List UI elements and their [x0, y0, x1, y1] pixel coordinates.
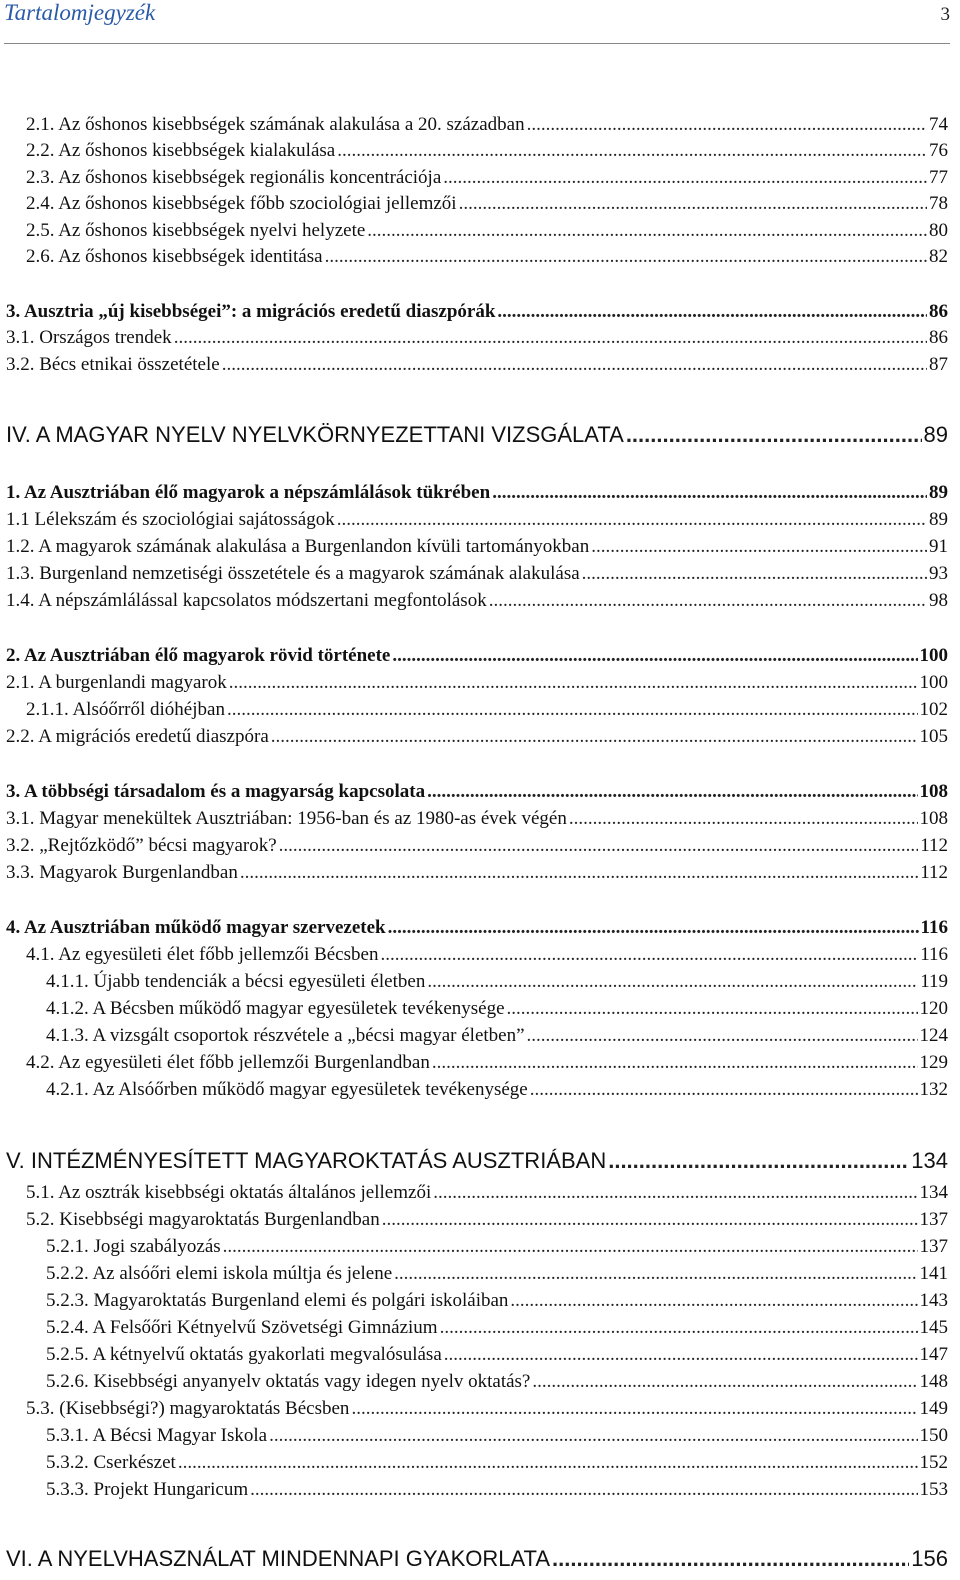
toc-entry-label: 2.6. Az őshonos kisebbségek identitása — [26, 246, 323, 267]
toc-entry[interactable] — [0, 913, 960, 939]
toc-entry[interactable] — [0, 831, 960, 857]
toc-leader-dots — [394, 1263, 917, 1285]
toc-leader-dots — [279, 835, 919, 857]
toc-entry-page: 150 — [919, 1425, 948, 1446]
toc-entry-page: 93 — [929, 563, 948, 584]
toc-entry-label: 3. A többségi társadalom és a magyarság kapcsolata — [6, 781, 426, 802]
toc-entry-page: 98 — [929, 590, 948, 611]
toc-entry-label: 5.2.5. A kétnyelvű oktatás gyakorlati megvalósulása — [46, 1344, 442, 1365]
toc-entry[interactable] — [0, 559, 960, 585]
toc-entry-page: 124 — [919, 1025, 948, 1046]
toc-entry-label: 2. Az Ausztriában élő magyarok rövid története — [6, 645, 391, 666]
toc-entry-label: 5.3.3. Projekt Hungaricum — [46, 1479, 249, 1500]
toc-leader-dots — [380, 944, 918, 966]
toc-entry-label: 2.1.1. Alsóőrről dióhéjban — [26, 699, 225, 720]
toc-entry-page: 149 — [919, 1398, 948, 1419]
toc-entry-page: 147 — [919, 1344, 948, 1365]
toc-entry-label: 5.2. Kisebbségi magyaroktatás Burgenlandban — [26, 1209, 380, 1230]
toc-entry[interactable] — [0, 858, 960, 884]
toc-entry-label: VI. A NYELVHASZNÁLAT MINDENNAPI GYAKORLATA — [6, 1546, 551, 1571]
toc-entry[interactable] — [0, 189, 960, 215]
toc-leader-dots — [530, 1079, 918, 1101]
toc-entry-page: 82 — [929, 246, 948, 267]
toc-entry-page: 100 — [919, 672, 948, 693]
toc-entry-page: 105 — [919, 726, 948, 747]
toc-leader-dots — [227, 699, 918, 721]
toc-entry[interactable] — [0, 1394, 960, 1420]
toc-entry[interactable] — [0, 1286, 960, 1312]
toc-entry-page: 134 — [911, 1148, 948, 1173]
toc-entry-label: 5.2.1. Jogi szabályozás — [46, 1236, 221, 1257]
page-header-title: Tartalomjegyzék — [4, 0, 156, 25]
toc-entry-page: 74 — [929, 114, 948, 135]
toc-entry-page: 86 — [929, 301, 948, 322]
toc-leader-dots — [325, 246, 927, 268]
toc-entry-page: 77 — [929, 167, 948, 188]
toc-leader-dots — [582, 563, 927, 585]
toc-entry[interactable] — [0, 1313, 960, 1339]
toc-entry[interactable] — [0, 505, 960, 531]
toc-entry-label: 4.1.1. Újabb tendenciák a bécsi egyesületi életben — [46, 971, 426, 992]
toc-leader-dots — [532, 1371, 917, 1393]
toc-entry-page: 134 — [919, 1182, 948, 1203]
toc-entry-page: 129 — [919, 1052, 948, 1073]
toc-leader-dots — [489, 590, 927, 612]
toc-entry[interactable] — [0, 323, 960, 349]
toc-chapter-entry[interactable] — [0, 1544, 960, 1570]
toc-entry-page: 100 — [919, 645, 948, 666]
toc-leader-dots — [459, 193, 927, 215]
toc-leader-dots — [443, 167, 927, 189]
page-number: 3 — [940, 4, 950, 25]
toc-entry-page: 89 — [923, 422, 948, 447]
toc-entry-page: 87 — [929, 354, 948, 375]
toc-entry[interactable] — [0, 940, 960, 966]
toc-entry[interactable] — [0, 994, 960, 1020]
toc-entry-label: 4. Az Ausztriában működő magyar szervezetek — [6, 917, 386, 938]
toc-entry-label: 5.2.6. Kisebbségi anyanyelv oktatás vagy idegen nyelv oktatás? — [46, 1371, 531, 1392]
toc-entry[interactable] — [0, 641, 960, 667]
toc-entry[interactable] — [0, 1259, 960, 1285]
toc-leader-dots — [569, 808, 918, 830]
toc-entry[interactable] — [0, 586, 960, 612]
toc-entry-page: 112 — [920, 862, 948, 883]
toc-leader-dots — [432, 1052, 918, 1074]
toc-leader-dots — [388, 917, 919, 939]
toc-leader-dots — [223, 1236, 918, 1258]
toc-entry-page: 120 — [919, 998, 948, 1019]
toc-entry-label: 3.2. Bécs etnikai összetétele — [6, 354, 220, 375]
toc-entry-label: 5.2.3. Magyaroktatás Burgenland elemi és polgári iskoláiban — [46, 1290, 509, 1311]
toc-leader-dots — [507, 998, 918, 1020]
header-divider — [4, 43, 950, 44]
toc-entry-label: 2.1. Az őshonos kisebbségek számának alakulása a 20. században — [26, 114, 525, 135]
toc-entry-label: 2.4. Az őshonos kisebbségek főbb szociológiai jellemzői — [26, 193, 457, 214]
toc-leader-dots — [510, 1290, 917, 1312]
toc-leader-dots — [552, 1548, 909, 1570]
toc-leader-dots — [337, 140, 927, 162]
toc-leader-dots — [178, 1452, 918, 1474]
toc-chapter-entry[interactable] — [0, 420, 960, 446]
toc-entry-label: 4.2. Az egyesületi élet főbb jellemzői Burgenlandban — [26, 1052, 430, 1073]
toc-entry[interactable] — [0, 136, 960, 162]
toc-entry-page: 89 — [929, 509, 948, 530]
toc-entry-label: 3.1. Magyar menekültek Ausztriában: 1956-ban és az 1980-as évek végén — [6, 808, 567, 829]
toc-entry-page: 108 — [919, 781, 948, 802]
toc-entry[interactable] — [0, 532, 960, 558]
toc-entry[interactable] — [0, 163, 960, 189]
toc-entry-page: 137 — [919, 1209, 948, 1230]
toc-entry-page: 152 — [919, 1452, 948, 1473]
toc-chapter-entry[interactable] — [0, 1146, 960, 1172]
toc-leader-dots — [271, 726, 918, 748]
toc-entry-page: 116 — [920, 944, 948, 965]
toc-leader-dots — [382, 1209, 918, 1231]
toc-entry-label: 3.2. „Rejtőzködő” bécsi magyarok? — [6, 835, 277, 856]
page-header — [4, 0, 950, 34]
toc-leader-dots — [392, 645, 917, 667]
toc-leader-dots — [626, 424, 922, 446]
toc-entry-label: 5.3.1. A Bécsi Magyar Iskola — [46, 1425, 268, 1446]
toc-entry-page: 156 — [911, 1546, 948, 1571]
toc-leader-dots — [269, 1425, 917, 1447]
toc-leader-dots — [337, 509, 927, 531]
toc-entry-page: 137 — [919, 1236, 948, 1257]
toc-leader-dots — [492, 482, 927, 504]
toc-entry-page: 89 — [929, 482, 948, 503]
toc-entry[interactable] — [0, 1021, 960, 1047]
toc-entry-label: 5.2.4. A Felsőőri Kétnyelvű Szövetségi Gimnázium — [46, 1317, 438, 1338]
toc-leader-dots — [527, 1025, 918, 1047]
toc-entry-label: 1. Az Ausztriában élő magyarok a népszámlálások tükrében — [6, 482, 491, 503]
toc-entry[interactable] — [0, 1448, 960, 1474]
toc-entry-page: 143 — [919, 1290, 948, 1311]
toc-leader-dots — [427, 971, 918, 993]
toc-leader-dots — [427, 781, 917, 803]
toc-entry-label: 1.3. Burgenland nemzetiségi összetétele és a magyarok számának alakulása — [6, 563, 580, 584]
toc-entry[interactable] — [0, 1048, 960, 1074]
toc-entry-page: 132 — [919, 1079, 948, 1100]
toc-entry-page: 86 — [929, 327, 948, 348]
toc-leader-dots — [444, 1344, 918, 1366]
toc-entry-label: 2.1. A burgenlandi magyarok — [6, 672, 227, 693]
toc-entry[interactable] — [0, 777, 960, 803]
toc-entry[interactable] — [0, 1340, 960, 1366]
toc-entry-label: IV. A MAGYAR NYELV NYELVKÖRNYEZETTANI VIZSGÁLATA — [6, 422, 624, 447]
toc-entry-label: 4.1.2. A Bécsben működő magyar egyesületek tevékenysége — [46, 998, 505, 1019]
toc-entry[interactable] — [0, 110, 960, 136]
toc-leader-dots — [591, 536, 927, 558]
toc-entry-label: 3.3. Magyarok Burgenlandban — [6, 862, 238, 883]
toc-entry-label: 5.3. (Kisebbségi?) magyaroktatás Bécsben — [26, 1398, 350, 1419]
toc-entry-label: 2.3. Az őshonos kisebbségek regionális koncentrációja — [26, 167, 442, 188]
toc-entry[interactable] — [0, 668, 960, 694]
toc-leader-dots — [222, 354, 927, 376]
toc-entry[interactable] — [0, 478, 960, 504]
toc-leader-dots — [240, 862, 918, 884]
toc-entry[interactable] — [0, 722, 960, 748]
toc-entry[interactable] — [0, 242, 960, 268]
toc-entry[interactable] — [0, 1178, 960, 1204]
toc-entry-label: 2.2. A migrációs eredetű diaszpóra — [6, 726, 269, 747]
toc-entry-label: 5.3.2. Cserkészet — [46, 1452, 176, 1473]
toc-entry-label: 2.5. Az őshonos kisebbségek nyelvi helyzete — [26, 220, 366, 241]
toc-entry-label: 5.1. Az osztrák kisebbségi oktatás általános jellemzői — [26, 1182, 432, 1203]
toc-entry-label: 1.4. A népszámlálással kapcsolatos módszertani megfontolások — [6, 590, 487, 611]
toc-entry-page: 80 — [929, 220, 948, 241]
toc-entry[interactable] — [0, 695, 960, 721]
toc-entry[interactable] — [0, 1421, 960, 1447]
toc-entry-page: 145 — [919, 1317, 948, 1338]
toc-leader-dots — [250, 1479, 917, 1501]
toc-entry-label: 1.2. A magyarok számának alakulása a Burgenlandon kívüli tartományokban — [6, 536, 590, 557]
toc-leader-dots — [229, 672, 918, 694]
toc-entry-page: 91 — [929, 536, 948, 557]
toc-entry-label: 2.2. Az őshonos kisebbségek kialakulása — [26, 140, 336, 161]
toc-entry-label: V. INTÉZMÉNYESÍTETT MAGYAROKTATÁS AUSZTRIÁBAN — [6, 1148, 607, 1173]
toc-entry[interactable] — [0, 967, 960, 993]
toc-leader-dots — [608, 1150, 909, 1172]
toc-entry-label: 3.1. Országos trendek — [6, 327, 172, 348]
toc-leader-dots — [367, 220, 927, 242]
toc-entry[interactable] — [0, 1205, 960, 1231]
toc-entry-page: 76 — [929, 140, 948, 161]
toc-entry-label: 4.2.1. Az Alsóőrben működő magyar egyesületek tevékenysége — [46, 1079, 528, 1100]
toc-entry-label: 4.1. Az egyesületi élet főbb jellemzői Bécsben — [26, 944, 379, 965]
toc-entry[interactable] — [0, 1367, 960, 1393]
toc-entry-label: 4.1.3. A vizsgált csoportok részvétele a „bécsi magyar életben” — [46, 1025, 525, 1046]
toc-leader-dots — [174, 327, 927, 349]
toc-entry-page: 153 — [919, 1479, 948, 1500]
toc-entry-page: 102 — [919, 699, 948, 720]
toc-leader-dots — [440, 1317, 918, 1339]
toc-leader-dots — [527, 114, 927, 136]
toc-entry-page: 78 — [929, 193, 948, 214]
toc-entry-page: 108 — [919, 808, 948, 829]
toc-entry-page: 148 — [919, 1371, 948, 1392]
toc-entry-label: 5.2.2. Az alsóőri elemi iskola múltja és jelene — [46, 1263, 393, 1284]
toc-entry-page: 141 — [919, 1263, 948, 1284]
toc-entry-label: 3. Ausztria „új kisebbségei”: a migrációs eredetű diaszpórák — [6, 301, 496, 322]
toc-entry-page: 112 — [920, 835, 948, 856]
toc-leader-dots — [351, 1398, 917, 1420]
toc-entry-page: 116 — [920, 917, 948, 938]
toc-leader-dots — [497, 301, 927, 323]
toc-entry[interactable] — [0, 350, 960, 376]
toc-entry-page: 119 — [920, 971, 948, 992]
toc-entry[interactable] — [0, 1475, 960, 1501]
toc-entry-label: 1.1 Lélekszám és szociológiai sajátosságok — [6, 509, 335, 530]
toc-entry[interactable] — [0, 1075, 960, 1101]
toc-entry[interactable] — [0, 804, 960, 830]
toc-entry[interactable] — [0, 1232, 960, 1258]
toc-entry[interactable] — [0, 297, 960, 323]
toc-entry[interactable] — [0, 216, 960, 242]
toc-leader-dots — [433, 1182, 917, 1204]
